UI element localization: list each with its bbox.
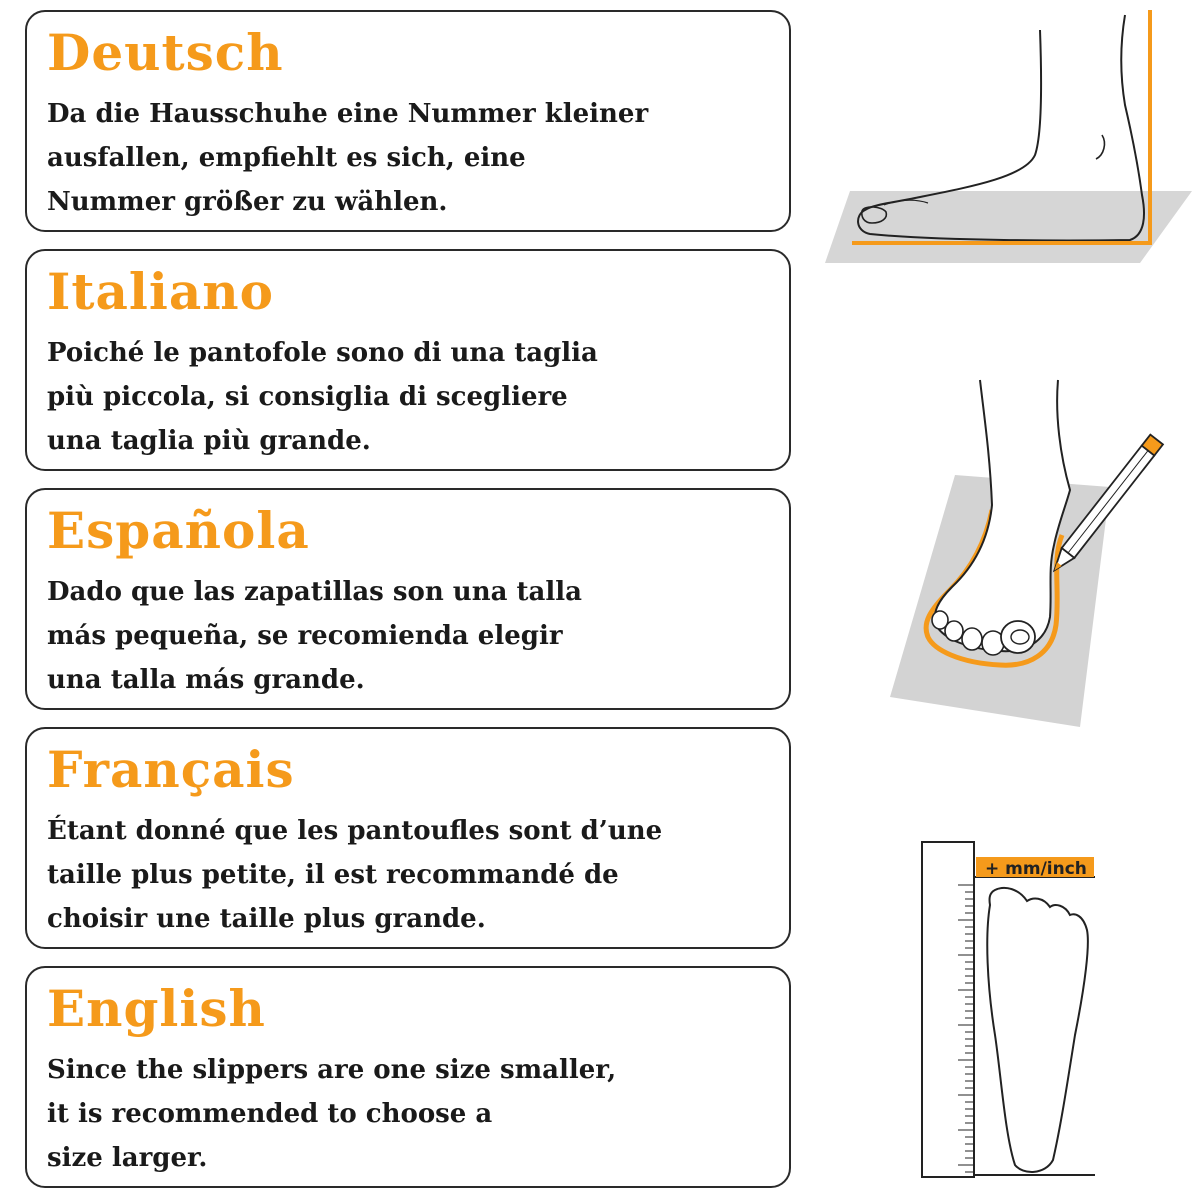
foot-ruler-icon: [915, 835, 1105, 1185]
section-text: [47, 92, 769, 224]
text-line: una talla más grande.: [47, 665, 365, 695]
text-line: taille plus petite, il est recommandé de: [47, 860, 619, 890]
text-line: Poiché le pantofole sono di una taglia: [47, 338, 598, 368]
section-text: [47, 570, 769, 702]
text-line: ausfallen, empfiehlt es sich, eine: [47, 143, 526, 173]
card-english: [25, 966, 791, 1188]
section-text: [47, 1048, 769, 1180]
section-title: English: [47, 979, 266, 1038]
text-line: size larger.: [47, 1143, 208, 1173]
text-line: Étant donné que les pantoufles sont d’une: [47, 816, 663, 846]
text-line: más pequeña, se recomienda elegir: [47, 621, 563, 651]
text-line: Nummer größer zu wählen.: [47, 187, 448, 217]
card-espanola: [25, 488, 791, 710]
card-francais: [25, 727, 791, 949]
foot-trace-pencil-icon: [880, 375, 1180, 730]
card-italiano: [25, 249, 791, 471]
section-title: Española: [47, 501, 310, 560]
text-line: Da die Hausschuhe eine Nummer kleiner: [47, 99, 649, 129]
ruler-label: + mm/inch: [985, 859, 1087, 879]
text-line: più piccola, si consiglia di scegliere: [47, 382, 568, 412]
section-text: [47, 809, 769, 941]
text-line: it is recommended to choose a: [47, 1099, 493, 1129]
text-line: choisir une taille plus grande.: [47, 904, 486, 934]
section-title: Deutsch: [47, 23, 284, 82]
card-deutsch: [25, 10, 791, 232]
section-title: Italiano: [47, 262, 274, 321]
section-text: [47, 331, 769, 463]
text-line: una taglia più grande.: [47, 426, 371, 456]
text-line: Since the slippers are one size smaller,: [47, 1055, 617, 1085]
foot-side-measure-icon: [820, 5, 1200, 275]
section-title: Français: [47, 740, 295, 799]
text-line: Dado que las zapatillas son una talla: [47, 577, 582, 607]
